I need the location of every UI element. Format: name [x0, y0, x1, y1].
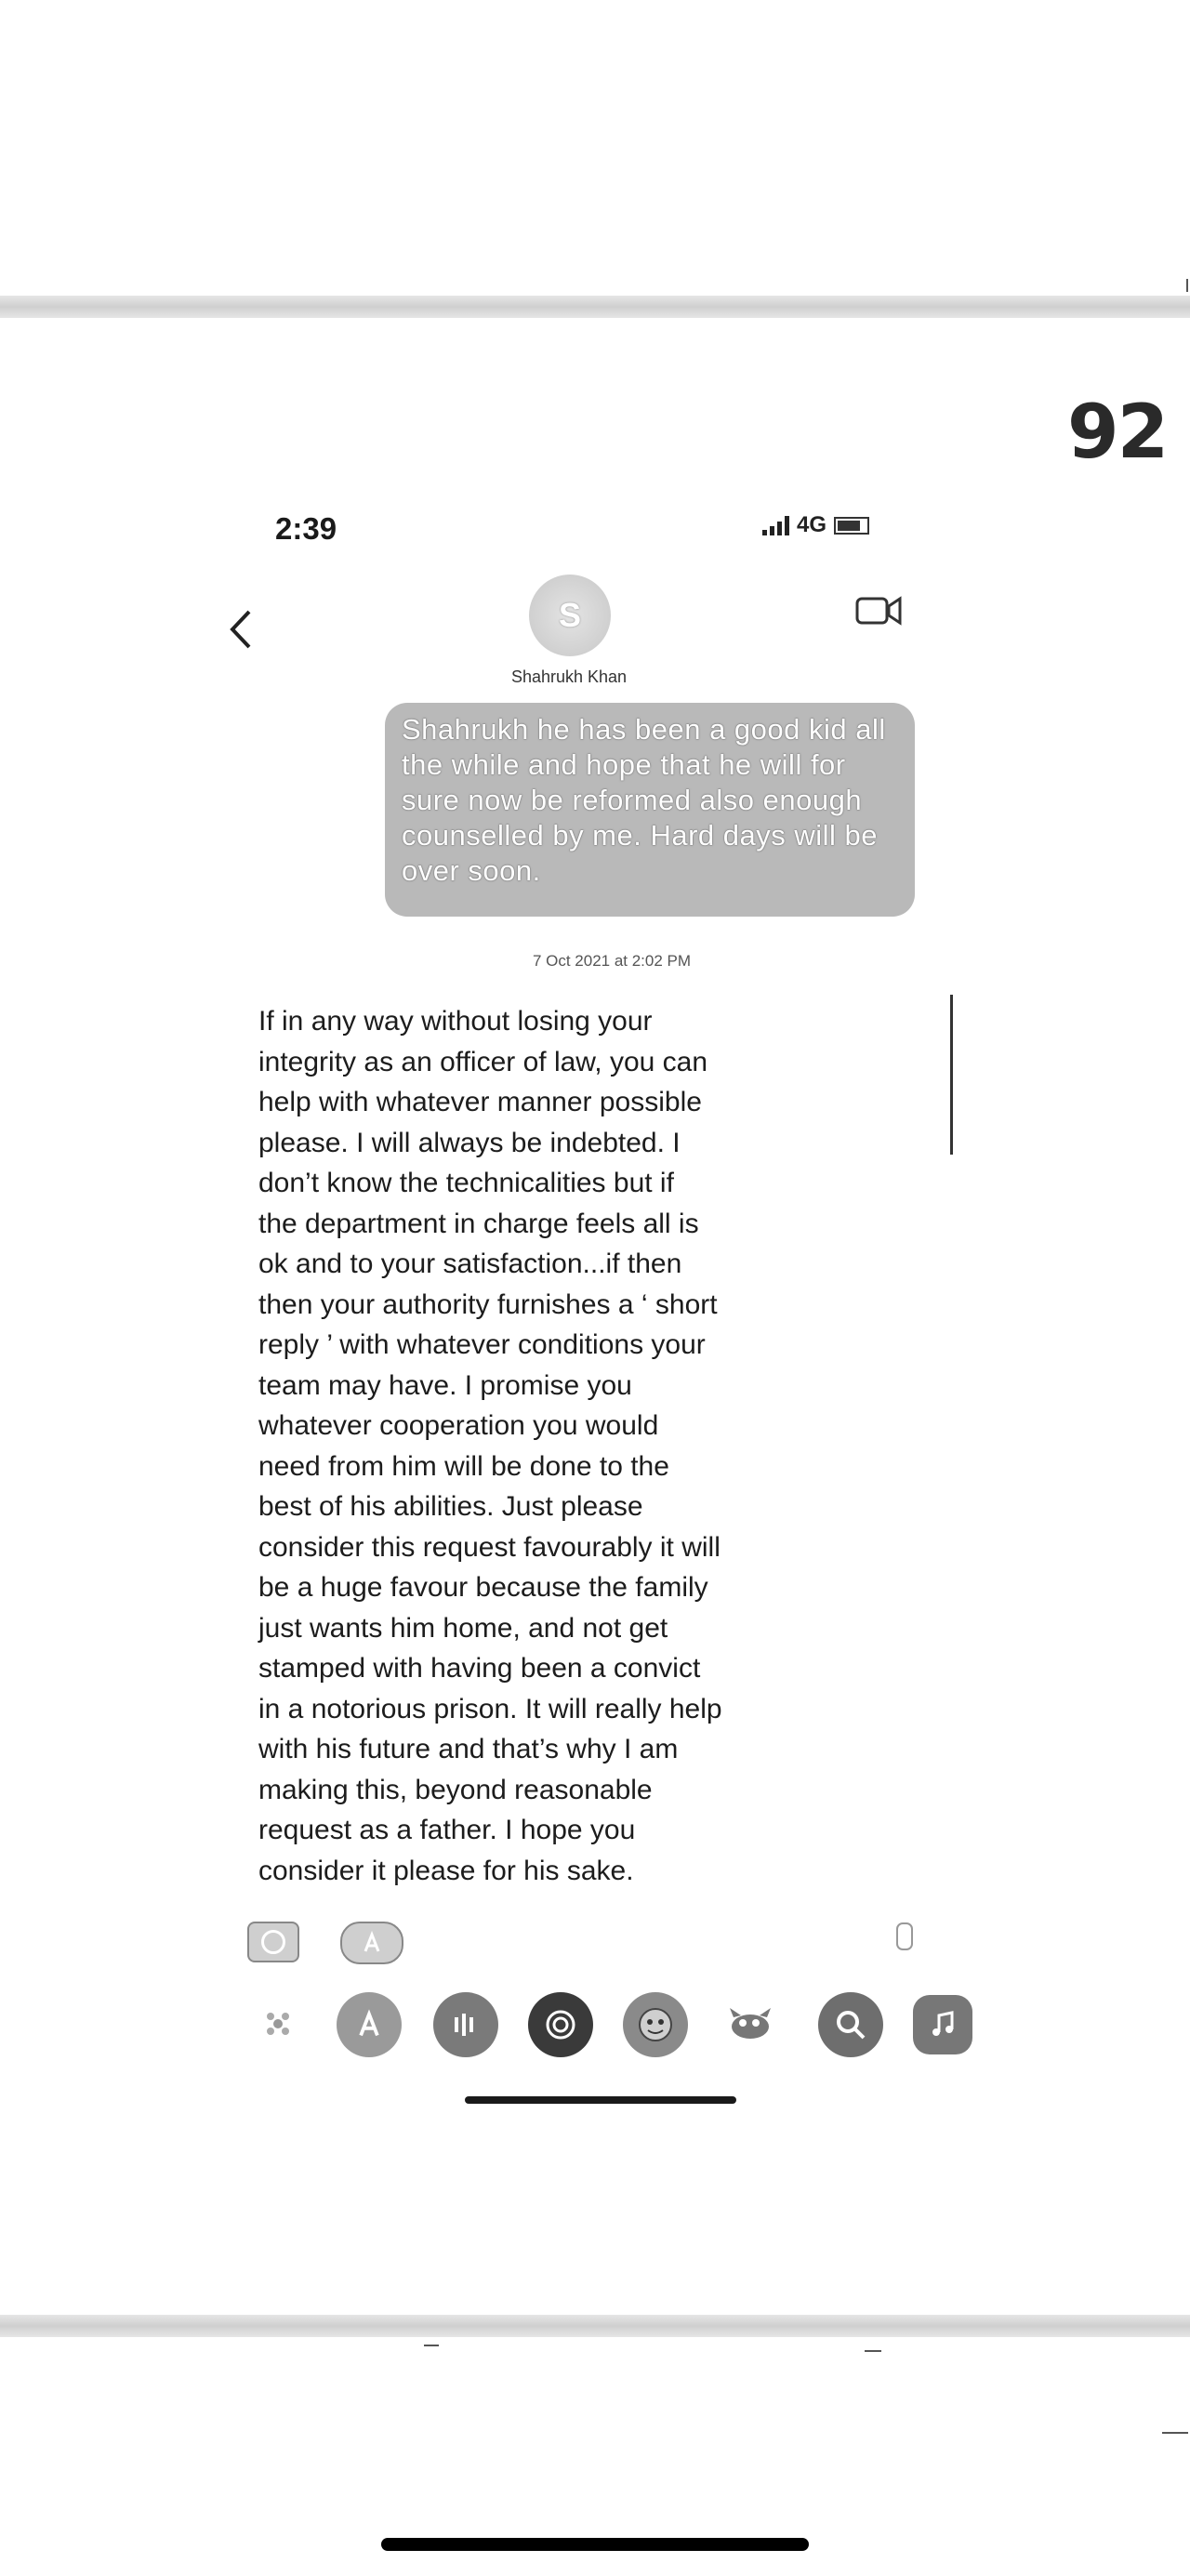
battery-icon — [834, 517, 869, 535]
message-timestamp: 7 Oct 2021 at 2:02 PM — [532, 952, 692, 970]
web-search-icon[interactable] — [818, 1992, 883, 2057]
text-cursor-bar — [950, 995, 953, 1155]
message-line: making this, beyond reasonable — [258, 1774, 653, 1805]
message-line: request as a father. I hope you — [258, 1815, 636, 1845]
message-line: consider it please for his sake. — [258, 1855, 634, 1886]
audio-message-icon[interactable] — [433, 1992, 498, 2057]
memoji-sticker-icon[interactable] — [262, 2008, 294, 2040]
network-type: 4G — [797, 512, 827, 537]
home-indicator[interactable] — [381, 2538, 809, 2551]
draft-message-text[interactable] — [258, 1001, 816, 1891]
message-line: the department in charge feels all is — [258, 1208, 699, 1239]
message-line: please. I will always be indebted. I — [258, 1127, 681, 1158]
message-line: stamped with having been a convict — [258, 1653, 701, 1684]
message-line: best of his abilities. Just please — [258, 1491, 643, 1522]
scan-speck — [865, 2350, 881, 2352]
video-camera-icon[interactable] — [853, 593, 906, 630]
status-time: 2:39 — [275, 511, 337, 546]
memoji-icon[interactable] — [623, 1992, 688, 2057]
scan-speck — [1186, 279, 1188, 292]
avatar-initial: S — [558, 596, 581, 634]
message-line: whatever cooperation you would — [258, 1410, 659, 1441]
music-icon[interactable] — [913, 1995, 972, 2054]
message-line: need from him will be done to the — [258, 1450, 669, 1482]
message-line: reply ’ with whatever conditions your — [258, 1329, 706, 1360]
camera-icon[interactable] — [247, 1922, 299, 1962]
page-number: 92 — [1067, 389, 1168, 475]
message-line: team may have. I promise you — [258, 1369, 632, 1401]
scan-speck — [1162, 2432, 1188, 2434]
message-line: don’t know the technicalities but if — [258, 1168, 674, 1198]
app-store-icon[interactable] — [340, 1922, 403, 1964]
avatar[interactable] — [529, 575, 611, 656]
bubble-line: over soon. — [402, 854, 541, 887]
app-store-glyph-icon — [358, 1929, 386, 1957]
scan-page-divider-top — [0, 296, 1190, 318]
app-store-app-icon[interactable] — [337, 1992, 402, 2057]
bubble-line: sure now be reformed also enough — [402, 784, 863, 816]
message-line: ok and to your satisfaction...if then — [258, 1248, 682, 1279]
contact-name[interactable]: Shahrukh Khan — [510, 667, 628, 686]
message-line: integrity as an officer of law, you can — [258, 1046, 708, 1077]
message-line: with his future and that’s why I am — [258, 1734, 679, 1764]
message-line: consider this request favourably it will — [258, 1531, 721, 1563]
status-indicators — [762, 509, 869, 541]
received-message-bubble — [385, 703, 915, 917]
message-line: then your authority furnishes a ‘ short — [258, 1288, 718, 1320]
message-line: be a huge favour because the family — [258, 1572, 708, 1603]
home-indicator-inner — [465, 2096, 736, 2104]
scan-page-divider-bottom — [0, 2315, 1190, 2337]
message-line: If in any way without losing your — [258, 1006, 653, 1037]
scan-speck — [424, 2345, 439, 2346]
message-line: just wants him home, and not get — [258, 1612, 668, 1644]
message-line: help with whatever manner possible — [258, 1087, 702, 1117]
microphone-icon[interactable] — [896, 1922, 913, 1950]
message-line: in a notorious prison. It will really help — [258, 1693, 722, 1724]
chevron-left-icon[interactable] — [221, 604, 258, 654]
app-store-glyph-icon — [351, 2007, 387, 2042]
bubble-line: counselled by me. Hard days will be — [402, 819, 879, 852]
digital-touch-icon[interactable] — [528, 1992, 593, 2057]
bubble-line: the while and hope that he will for — [402, 748, 846, 781]
animoji-icon[interactable] — [718, 1992, 783, 2057]
signal-icon — [762, 515, 789, 535]
bubble-line: Shahrukh he has been a good kid all — [402, 713, 886, 746]
